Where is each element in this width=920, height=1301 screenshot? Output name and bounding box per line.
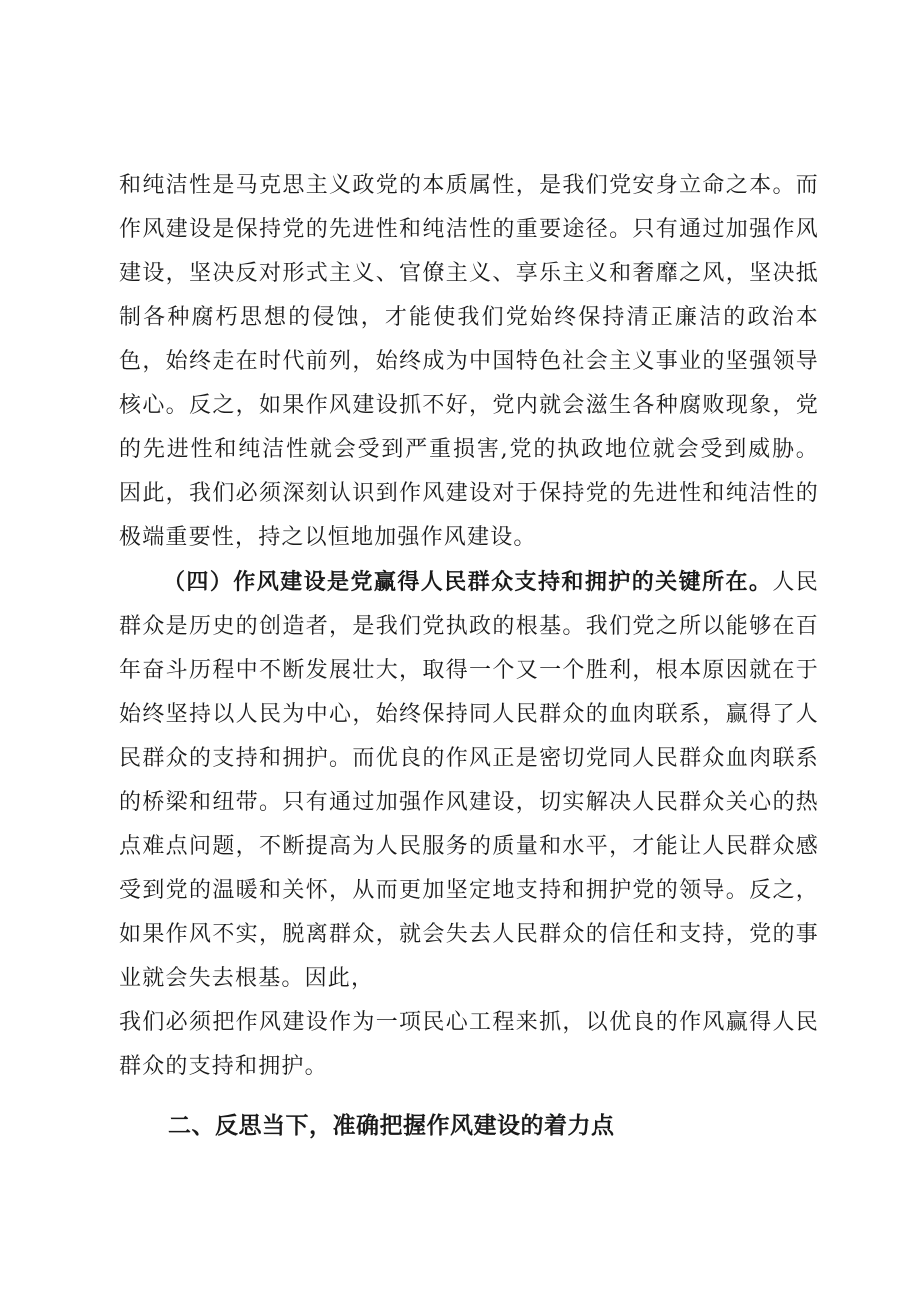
document-body [119,164,819,1149]
paragraph-conclusion: 我们必须把作风建设作为一项民心工程来抓，以优良的作风赢得人民群众的支持和拥护。 [119,1010,819,1079]
section-heading-two: 二、反思当下，准确把握作风建设的着力点 [168,1113,615,1139]
paragraph-people-support-body: 人民群众是历史的创造者，是我们党执政的根基。我们党之所以能够在百年奋斗历程中不断发展壮大，取得一个又一个胜利，根本原因就在于始终坚持以人民为中心，始终保持同人民群众的血肉联系，赢得了人民群众的支持和拥护。而优良的作风正是密切党同人民群众血肉联系的桥梁和纽带。只有通过加强作风建设，切实解决人民群众关心的热点难点问题，不断提高为人民服务的质量和水平，才能让人民群众感受到党的温暖和关怀，从而更加坚定地支持和拥护党的领导。反之，如果作风不实，脱离群众，就会失去人民群众的信任和支持，党的事业就会失去根基。因此， [119,570,819,991]
paragraph-party-purity: 和纯洁性是马克思主义政党的本质属性，是我们党安身立命之本。而作风建设是保持党的先进性和纯洁性的重要途径。只有通过加强作风建设，坚决反对形式主义、官僚主义、享乐主义和奢靡之风，坚决抵制各种腐朽思想的侵蚀，才能使我们党始终保持清正廉洁的政治本色，始终走在时代前列，始终成为中国特色社会主义事业的坚强领导核心。反之，如果作风建设抓不好，党内就会滋生各种腐败现象，党的先进性和纯洁性就会受到严重损害,党的执政地位就会受到威胁。因此，我们必须深刻认识到作风建设对于保持党的先进性和纯洁性的极端重要性，持之以恒地加强作风建设。 [119,173,819,550]
subsection-heading-four: （四）作风建设是党赢得人民群众支持和拥护的关键所在。 [163,569,773,595]
paragraph-people-support [119,560,819,1001]
